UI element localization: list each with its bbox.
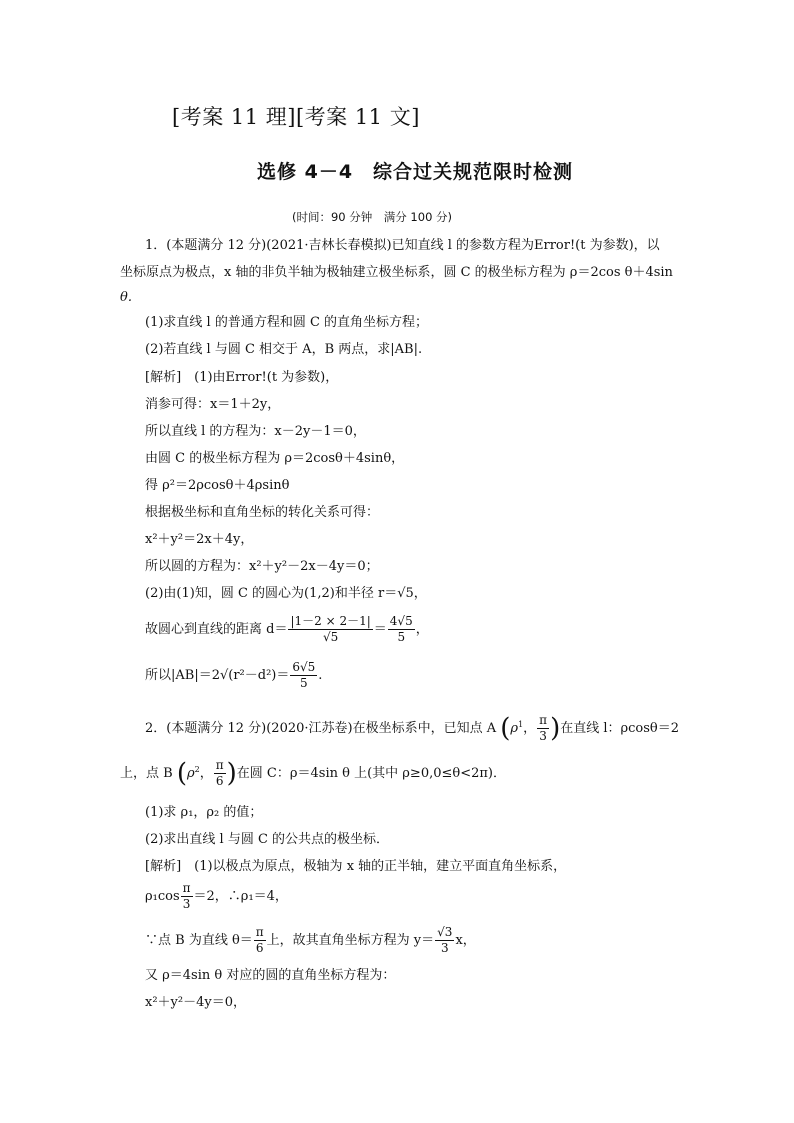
q1-distance-formula: 故圆心到直线的距离 d＝ $\frac{|1-2 \times 2-1|}{√5}$ ＝ $\frac{4√5}{5}$ ， [145,614,429,644]
q2-sol2-start: ρ₁cos [145,889,180,904]
q2-sol3-end: x， [455,933,476,948]
q2-line-2-start: 上，点 B [120,766,173,781]
q1-solution-line-5: 得 ρ²＝2ρcosθ＋4ρsinθ [145,478,290,493]
q1-solution-line-4: 由圆 C 的极坐标方程为 ρ＝2cosθ＋4sinθ， [145,451,405,466]
q2-solution-line-5: x²＋y²－4y＝0， [145,995,246,1010]
q2-part-2: (2)求出直线 l 与圆 C 的公共点的极坐标． [145,832,390,847]
pi-over-6 [214,758,226,789]
fraction-denominator: 6 [255,941,264,955]
fraction-numerator: √3 [437,925,453,939]
q1-solution-line-7: x²＋y²＝2x＋4y， [145,532,254,547]
q1-solution-line-8: 所以圆的方程为：x²＋y²－2x－4y＝0； [145,559,379,574]
q1-solution-line-2: 消参可得：x＝1＋2y， [145,397,281,412]
q2-line-1: 2．(本题满分 12 分)(2020·江苏卷)在极坐标系中，已知点 A ($\rho^1$， $\frac{\pi}{3}$ )在直线 l：ρcosθ＝2 [145,713,680,744]
q2-solution-line-1: [解析] (1)以极点为原点，极轴为 x 轴的正半轴，建立平面直角坐标系， [145,859,567,874]
fraction-denominator: 3 [182,897,191,911]
q1-line-1: 1．(本题满分 12 分)(2021·吉林长春模拟)已知直线 l 的参数方程为Error!(t 为参数)，以 [145,238,660,253]
fraction-denominator: √5 [322,630,339,644]
pi-over-6 [254,925,266,956]
q2-sol3-mid: 上，故其直角坐标方程为 y＝ [266,933,435,948]
q1-distance-prefix: 故圆心到直线的距离 d＝ [145,622,288,637]
q2-sol2-end: ＝2，∴ρ₁＝4， [193,889,288,904]
q2-line-2: 上，点 B ($\rho^2$， $\frac{\pi}{6}$ )在圆 C：ρ＝4sin θ 上(其中 ρ≥0,0≤θ<2π)． [120,758,506,789]
q1-part-1: (1)求直线 l 的普通方程和圆 C 的直角坐标方程； [145,315,429,330]
time-note: (时间：90 分钟 满分 100 分) [292,210,453,224]
q1-line-3: θ. [120,290,132,305]
fraction-numerator: 4√5 [389,614,413,628]
pi-over-3 [537,713,549,744]
fraction-numerator: π [255,925,264,939]
q1-ab-prefix: 所以|AB|＝2√(r²－d²)＝ [145,668,290,683]
page-title: 选修 4－4 综合过关规范限时检测 [257,161,574,183]
fraction-numerator: π [182,881,191,895]
pi-over-3 [181,881,193,912]
q2-sol3-start: ∵点 B 为直线 θ＝ [145,933,253,948]
fraction-denominator: 5 [397,630,406,644]
q2-solution-line-4: 又 ρ＝4sin θ 对应的圆的直角坐标方程为： [145,968,396,983]
sqrt3-over-3 [435,925,454,956]
exam-header: [考案 11 理][考案 11 文] [172,105,420,129]
fraction-numerator: π [215,758,224,772]
q1-distance-result [388,614,415,645]
q1-line-2: 坐标原点为极点，x 轴的非负半轴为极轴建立极坐标系，圆 C 的极坐标方程为 ρ＝2cos θ＋4sin [120,265,673,280]
q1-ab-formula: 所以|AB|＝2√(r²－d²)＝ $\frac{6√5}{5}$ . [145,660,323,690]
fraction-denominator: 5 [300,676,308,690]
q1-solution-line-3: 所以直线 l 的方程为：x－2y－1＝0， [145,424,366,439]
q2-solution-line-2 [145,880,288,914]
fraction-numerator: π [539,713,548,727]
fraction-denominator: 6 [215,774,224,788]
q2-line-2-end: 在圆 C：ρ＝4sin θ 上(其中 ρ≥0,0≤θ<2π)． [236,766,506,781]
q2-line-1-start: 2．(本题满分 12 分)(2020·江苏卷)在极坐标系中，已知点 A [145,721,497,736]
fraction-denominator: 3 [440,941,449,955]
q2-solution-line-3 [145,924,476,958]
fraction-denominator: 3 [539,729,547,743]
q1-ab-result [290,660,317,691]
fraction-numerator: 6√5 [292,660,316,674]
q1-part-2: (2)若直线 l 与圆 C 相交于 A，B 两点，求|AB|. [145,342,423,357]
q2-line-1-end: 在直线 l：ρcosθ＝2 [560,721,680,736]
q1-solution-line-6: 根据极坐标和直角坐标的转化关系可得： [145,505,380,520]
fraction-numerator: |1－2 × 2－1| [290,614,371,628]
q1-distance-fraction [288,614,372,645]
q2-part-1: (1)求 ρ₁，ρ₂ 的值； [145,805,263,820]
q1-solution-line-1: [解析] (1)由Error!(t 为参数)， [145,370,339,385]
q1-solution-line-9: (2)由(1)知，圆 C 的圆心为(1,2)和半径 r＝√5， [145,586,427,601]
